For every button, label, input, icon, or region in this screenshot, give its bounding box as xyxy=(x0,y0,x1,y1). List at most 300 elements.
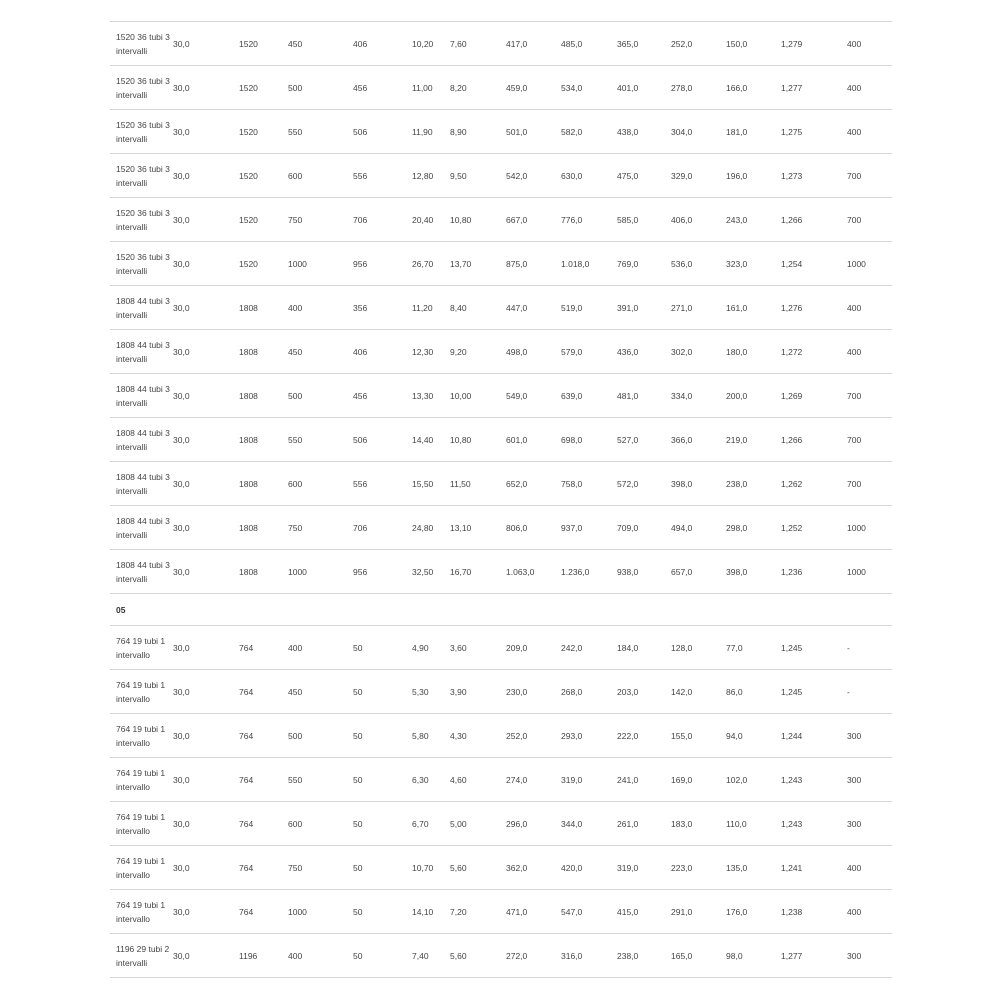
value-cell: 180,0 xyxy=(726,330,781,374)
value-cell: 630,0 xyxy=(561,154,617,198)
value-cell: 6,30 xyxy=(412,758,450,802)
value-cell: 709,0 xyxy=(617,506,671,550)
value-cell: 300 xyxy=(847,758,892,802)
value-cell: 5,80 xyxy=(412,714,450,758)
value-cell: 1000 xyxy=(288,242,353,286)
value-cell: 764 xyxy=(239,626,288,670)
value-cell: 698,0 xyxy=(561,418,617,462)
value-cell: 110,0 xyxy=(726,802,781,846)
value-cell: 304,0 xyxy=(671,110,726,154)
value-cell: 1196 xyxy=(239,934,288,978)
value-cell: 391,0 xyxy=(617,286,671,330)
value-cell: 298,0 xyxy=(726,506,781,550)
value-cell: 450 xyxy=(288,330,353,374)
value-cell: 667,0 xyxy=(506,198,561,242)
value-cell: 4,30 xyxy=(450,714,506,758)
value-cell: 272,0 xyxy=(506,934,561,978)
value-cell: 26,70 xyxy=(412,242,450,286)
value-cell: 293,0 xyxy=(561,714,617,758)
value-cell: 98,0 xyxy=(726,934,781,978)
value-cell: 50 xyxy=(353,802,412,846)
value-cell: 8,20 xyxy=(450,66,506,110)
table-row xyxy=(110,22,892,66)
value-cell: 400 xyxy=(288,286,353,330)
value-cell: 500 xyxy=(288,714,353,758)
value-cell: 582,0 xyxy=(561,110,617,154)
value-cell: 30,0 xyxy=(173,670,239,714)
value-cell: 102,0 xyxy=(726,758,781,802)
value-cell: 77,0 xyxy=(726,626,781,670)
value-cell: 10,70 xyxy=(412,846,450,890)
value-cell: 398,0 xyxy=(726,550,781,594)
value-cell: 1520 xyxy=(239,22,288,66)
value-cell: 30,0 xyxy=(173,330,239,374)
value-cell: 6,70 xyxy=(412,802,450,846)
value-cell: 135,0 xyxy=(726,846,781,890)
value-cell: 165,0 xyxy=(671,934,726,978)
value-cell: 344,0 xyxy=(561,802,617,846)
value-cell: 498,0 xyxy=(506,330,561,374)
value-cell: 706 xyxy=(353,198,412,242)
model-cell: 1520 36 tubi 3 intervalli xyxy=(110,110,173,154)
value-cell: 1.236,0 xyxy=(561,550,617,594)
value-cell: 1,238 xyxy=(781,890,847,934)
value-cell: 86,0 xyxy=(726,670,781,714)
model-cell: 764 19 tubi 1 intervallo xyxy=(110,802,173,846)
value-cell: 296,0 xyxy=(506,802,561,846)
value-cell: 475,0 xyxy=(617,154,671,198)
value-cell: 12,30 xyxy=(412,330,450,374)
table-row xyxy=(110,242,892,286)
table-body xyxy=(110,22,892,978)
value-cell: 1,236 xyxy=(781,550,847,594)
model-cell: 1520 36 tubi 3 intervalli xyxy=(110,22,173,66)
value-cell: 13,70 xyxy=(450,242,506,286)
value-cell: 400 xyxy=(847,890,892,934)
value-cell: 242,0 xyxy=(561,626,617,670)
value-cell: 223,0 xyxy=(671,846,726,890)
value-cell: 20,40 xyxy=(412,198,450,242)
value-cell: 1.018,0 xyxy=(561,242,617,286)
value-cell: 161,0 xyxy=(726,286,781,330)
value-cell: 600 xyxy=(288,802,353,846)
value-cell: 356 xyxy=(353,286,412,330)
table-row xyxy=(110,198,892,242)
value-cell: 8,40 xyxy=(450,286,506,330)
model-cell: 764 19 tubi 1 intervallo xyxy=(110,670,173,714)
value-cell: 1,275 xyxy=(781,110,847,154)
value-cell: 1.063,0 xyxy=(506,550,561,594)
value-cell: 519,0 xyxy=(561,286,617,330)
value-cell: 268,0 xyxy=(561,670,617,714)
value-cell: 5,00 xyxy=(450,802,506,846)
value-cell: 500 xyxy=(288,66,353,110)
value-cell: 758,0 xyxy=(561,462,617,506)
value-cell: 1,277 xyxy=(781,66,847,110)
value-cell: 1,272 xyxy=(781,330,847,374)
value-cell: 1,241 xyxy=(781,846,847,890)
value-cell: 1,273 xyxy=(781,154,847,198)
value-cell: 750 xyxy=(288,846,353,890)
value-cell: 875,0 xyxy=(506,242,561,286)
value-cell: 436,0 xyxy=(617,330,671,374)
value-cell: 3,60 xyxy=(450,626,506,670)
value-cell: 1000 xyxy=(288,890,353,934)
value-cell: 222,0 xyxy=(617,714,671,758)
table-row xyxy=(110,758,892,802)
value-cell: 30,0 xyxy=(173,934,239,978)
section-label: 05 xyxy=(110,594,892,626)
value-cell: 252,0 xyxy=(506,714,561,758)
value-cell: 1,245 xyxy=(781,626,847,670)
value-cell: 456 xyxy=(353,66,412,110)
value-cell: 278,0 xyxy=(671,66,726,110)
value-cell: 238,0 xyxy=(726,462,781,506)
value-cell: 456 xyxy=(353,374,412,418)
value-cell: 238,0 xyxy=(617,934,671,978)
value-cell: 1,243 xyxy=(781,758,847,802)
value-cell: 366,0 xyxy=(671,418,726,462)
value-cell: 166,0 xyxy=(726,66,781,110)
value-cell: 30,0 xyxy=(173,758,239,802)
value-cell: 219,0 xyxy=(726,418,781,462)
table-row xyxy=(110,110,892,154)
value-cell: 30,0 xyxy=(173,22,239,66)
value-cell: 494,0 xyxy=(671,506,726,550)
value-cell: 183,0 xyxy=(671,802,726,846)
value-cell: 30,0 xyxy=(173,802,239,846)
section-header-row xyxy=(110,594,892,626)
value-cell: 1,245 xyxy=(781,670,847,714)
value-cell: 1,266 xyxy=(781,198,847,242)
table-row xyxy=(110,802,892,846)
value-cell: 10,20 xyxy=(412,22,450,66)
value-cell: 420,0 xyxy=(561,846,617,890)
value-cell: 323,0 xyxy=(726,242,781,286)
value-cell: 13,10 xyxy=(450,506,506,550)
table-row xyxy=(110,66,892,110)
value-cell: 50 xyxy=(353,934,412,978)
value-cell: 10,80 xyxy=(450,418,506,462)
value-cell: 769,0 xyxy=(617,242,671,286)
table-row xyxy=(110,154,892,198)
value-cell: 3,90 xyxy=(450,670,506,714)
table-row xyxy=(110,714,892,758)
value-cell: 5,60 xyxy=(450,934,506,978)
value-cell: 764 xyxy=(239,890,288,934)
value-cell: 30,0 xyxy=(173,110,239,154)
value-cell: 956 xyxy=(353,242,412,286)
value-cell: 1000 xyxy=(847,506,892,550)
value-cell: 400 xyxy=(288,934,353,978)
value-cell: 700 xyxy=(847,374,892,418)
value-cell: 300 xyxy=(847,802,892,846)
value-cell: 142,0 xyxy=(671,670,726,714)
value-cell: 14,40 xyxy=(412,418,450,462)
model-cell: 1808 44 tubi 3 intervalli xyxy=(110,374,173,418)
value-cell: 764 xyxy=(239,758,288,802)
value-cell: 1808 xyxy=(239,374,288,418)
value-cell: 1520 xyxy=(239,110,288,154)
value-cell: 1808 xyxy=(239,462,288,506)
value-cell: 652,0 xyxy=(506,462,561,506)
value-cell: 459,0 xyxy=(506,66,561,110)
value-cell: 1520 xyxy=(239,198,288,242)
value-cell: 1808 xyxy=(239,506,288,550)
value-cell: 316,0 xyxy=(561,934,617,978)
model-cell: 1520 36 tubi 3 intervalli xyxy=(110,198,173,242)
value-cell: 30,0 xyxy=(173,462,239,506)
table-row xyxy=(110,330,892,374)
value-cell: 639,0 xyxy=(561,374,617,418)
value-cell: 579,0 xyxy=(561,330,617,374)
value-cell: 556 xyxy=(353,154,412,198)
value-cell: 176,0 xyxy=(726,890,781,934)
model-cell: 764 19 tubi 1 intervallo xyxy=(110,890,173,934)
value-cell: 1520 xyxy=(239,242,288,286)
value-cell: 601,0 xyxy=(506,418,561,462)
table-row xyxy=(110,934,892,978)
value-cell: 30,0 xyxy=(173,66,239,110)
value-cell: 30,0 xyxy=(173,198,239,242)
value-cell: 600 xyxy=(288,462,353,506)
value-cell: 362,0 xyxy=(506,846,561,890)
value-cell: 203,0 xyxy=(617,670,671,714)
value-cell: 16,70 xyxy=(450,550,506,594)
value-cell: 542,0 xyxy=(506,154,561,198)
model-cell: 1808 44 tubi 3 intervalli xyxy=(110,286,173,330)
value-cell: 334,0 xyxy=(671,374,726,418)
value-cell: 30,0 xyxy=(173,890,239,934)
value-cell: 271,0 xyxy=(671,286,726,330)
table-row xyxy=(110,626,892,670)
value-cell: 536,0 xyxy=(671,242,726,286)
value-cell: 302,0 xyxy=(671,330,726,374)
table-row xyxy=(110,418,892,462)
value-cell: 764 xyxy=(239,802,288,846)
value-cell: 547,0 xyxy=(561,890,617,934)
value-cell: 8,90 xyxy=(450,110,506,154)
value-cell: 10,80 xyxy=(450,198,506,242)
value-cell: - xyxy=(847,626,892,670)
table-row xyxy=(110,462,892,506)
value-cell: 261,0 xyxy=(617,802,671,846)
value-cell: 937,0 xyxy=(561,506,617,550)
value-cell: 1,252 xyxy=(781,506,847,550)
value-cell: 400 xyxy=(847,22,892,66)
value-cell: 1000 xyxy=(847,550,892,594)
value-cell: 764 xyxy=(239,670,288,714)
value-cell: 365,0 xyxy=(617,22,671,66)
value-cell: 398,0 xyxy=(671,462,726,506)
value-cell: 1808 xyxy=(239,550,288,594)
value-cell: 764 xyxy=(239,846,288,890)
model-cell: 1520 36 tubi 3 intervalli xyxy=(110,154,173,198)
value-cell: 471,0 xyxy=(506,890,561,934)
value-cell: 181,0 xyxy=(726,110,781,154)
value-cell: 600 xyxy=(288,154,353,198)
model-cell: 1808 44 tubi 3 intervalli xyxy=(110,506,173,550)
value-cell: 1808 xyxy=(239,418,288,462)
table-row xyxy=(110,374,892,418)
value-cell: 534,0 xyxy=(561,66,617,110)
value-cell: 1,266 xyxy=(781,418,847,462)
value-cell: 1,254 xyxy=(781,242,847,286)
value-cell: 12,80 xyxy=(412,154,450,198)
model-cell: 1520 36 tubi 3 intervalli xyxy=(110,66,173,110)
value-cell: 9,50 xyxy=(450,154,506,198)
value-cell: 1,262 xyxy=(781,462,847,506)
value-cell: 50 xyxy=(353,758,412,802)
value-cell: 50 xyxy=(353,846,412,890)
value-cell: 30,0 xyxy=(173,506,239,550)
value-cell: 549,0 xyxy=(506,374,561,418)
value-cell: 750 xyxy=(288,506,353,550)
value-cell: 10,00 xyxy=(450,374,506,418)
value-cell: 300 xyxy=(847,934,892,978)
value-cell: 30,0 xyxy=(173,242,239,286)
value-cell: 50 xyxy=(353,626,412,670)
value-cell: 11,20 xyxy=(412,286,450,330)
value-cell: 417,0 xyxy=(506,22,561,66)
value-cell: 776,0 xyxy=(561,198,617,242)
value-cell: 956 xyxy=(353,550,412,594)
value-cell: 550 xyxy=(288,758,353,802)
value-cell: 24,80 xyxy=(412,506,450,550)
value-cell: 5,60 xyxy=(450,846,506,890)
model-cell: 1196 29 tubi 2 intervalli xyxy=(110,934,173,978)
value-cell: 319,0 xyxy=(617,846,671,890)
value-cell: 7,40 xyxy=(412,934,450,978)
model-cell: 764 19 tubi 1 intervallo xyxy=(110,846,173,890)
value-cell: 406,0 xyxy=(671,198,726,242)
table-row xyxy=(110,890,892,934)
value-cell: 572,0 xyxy=(617,462,671,506)
value-cell: 400 xyxy=(847,66,892,110)
value-cell: 196,0 xyxy=(726,154,781,198)
value-cell: 30,0 xyxy=(173,550,239,594)
value-cell: 806,0 xyxy=(506,506,561,550)
value-cell: 4,60 xyxy=(450,758,506,802)
model-cell: 764 19 tubi 1 intervallo xyxy=(110,714,173,758)
value-cell: 50 xyxy=(353,890,412,934)
value-cell: 556 xyxy=(353,462,412,506)
value-cell: 400 xyxy=(847,286,892,330)
value-cell: 15,50 xyxy=(412,462,450,506)
value-cell: 274,0 xyxy=(506,758,561,802)
value-cell: 400 xyxy=(847,330,892,374)
value-cell: 11,00 xyxy=(412,66,450,110)
value-cell: 938,0 xyxy=(617,550,671,594)
value-cell: 200,0 xyxy=(726,374,781,418)
value-cell: 438,0 xyxy=(617,110,671,154)
value-cell: 319,0 xyxy=(561,758,617,802)
value-cell: 1,276 xyxy=(781,286,847,330)
value-cell: 169,0 xyxy=(671,758,726,802)
value-cell: 706 xyxy=(353,506,412,550)
value-cell: 1,243 xyxy=(781,802,847,846)
value-cell: 500 xyxy=(288,374,353,418)
value-cell: 30,0 xyxy=(173,846,239,890)
value-cell: 501,0 xyxy=(506,110,561,154)
model-cell: 764 19 tubi 1 intervallo xyxy=(110,626,173,670)
value-cell: 1808 xyxy=(239,286,288,330)
value-cell: 585,0 xyxy=(617,198,671,242)
value-cell: 1520 xyxy=(239,66,288,110)
value-cell: 7,60 xyxy=(450,22,506,66)
table-row xyxy=(110,670,892,714)
value-cell: 128,0 xyxy=(671,626,726,670)
value-cell: 1,244 xyxy=(781,714,847,758)
model-cell: 764 19 tubi 1 intervallo xyxy=(110,758,173,802)
value-cell: 30,0 xyxy=(173,374,239,418)
value-cell: 1520 xyxy=(239,154,288,198)
value-cell: 657,0 xyxy=(671,550,726,594)
value-cell: 700 xyxy=(847,154,892,198)
value-cell: 155,0 xyxy=(671,714,726,758)
model-cell: 1808 44 tubi 3 intervalli xyxy=(110,330,173,374)
value-cell: 750 xyxy=(288,198,353,242)
value-cell: 243,0 xyxy=(726,198,781,242)
value-cell: 209,0 xyxy=(506,626,561,670)
value-cell: 527,0 xyxy=(617,418,671,462)
value-cell: 30,0 xyxy=(173,626,239,670)
value-cell: 30,0 xyxy=(173,286,239,330)
value-cell: 30,0 xyxy=(173,154,239,198)
radiator-spec-table-container xyxy=(110,21,892,978)
value-cell: 11,50 xyxy=(450,462,506,506)
value-cell: 1000 xyxy=(288,550,353,594)
value-cell: 230,0 xyxy=(506,670,561,714)
table-row xyxy=(110,506,892,550)
value-cell: 415,0 xyxy=(617,890,671,934)
value-cell: 450 xyxy=(288,22,353,66)
value-cell: 150,0 xyxy=(726,22,781,66)
table-row xyxy=(110,846,892,890)
model-cell: 1808 44 tubi 3 intervalli xyxy=(110,462,173,506)
value-cell: 4,90 xyxy=(412,626,450,670)
value-cell: 400 xyxy=(847,846,892,890)
value-cell: 14,10 xyxy=(412,890,450,934)
value-cell: 32,50 xyxy=(412,550,450,594)
value-cell: 450 xyxy=(288,670,353,714)
value-cell: 406 xyxy=(353,22,412,66)
value-cell: 550 xyxy=(288,418,353,462)
value-cell: 13,30 xyxy=(412,374,450,418)
value-cell: 5,30 xyxy=(412,670,450,714)
value-cell: 241,0 xyxy=(617,758,671,802)
value-cell: 50 xyxy=(353,714,412,758)
value-cell: 300 xyxy=(847,714,892,758)
radiator-spec-table xyxy=(110,21,892,978)
value-cell: 506 xyxy=(353,110,412,154)
value-cell: 94,0 xyxy=(726,714,781,758)
value-cell: 400 xyxy=(847,110,892,154)
value-cell: 252,0 xyxy=(671,22,726,66)
value-cell: 447,0 xyxy=(506,286,561,330)
value-cell: 184,0 xyxy=(617,626,671,670)
value-cell: 1808 xyxy=(239,330,288,374)
value-cell: 550 xyxy=(288,110,353,154)
value-cell: 329,0 xyxy=(671,154,726,198)
value-cell: 11,90 xyxy=(412,110,450,154)
value-cell: 50 xyxy=(353,670,412,714)
value-cell: - xyxy=(847,670,892,714)
value-cell: 700 xyxy=(847,198,892,242)
value-cell: 700 xyxy=(847,418,892,462)
value-cell: 401,0 xyxy=(617,66,671,110)
table-row xyxy=(110,286,892,330)
